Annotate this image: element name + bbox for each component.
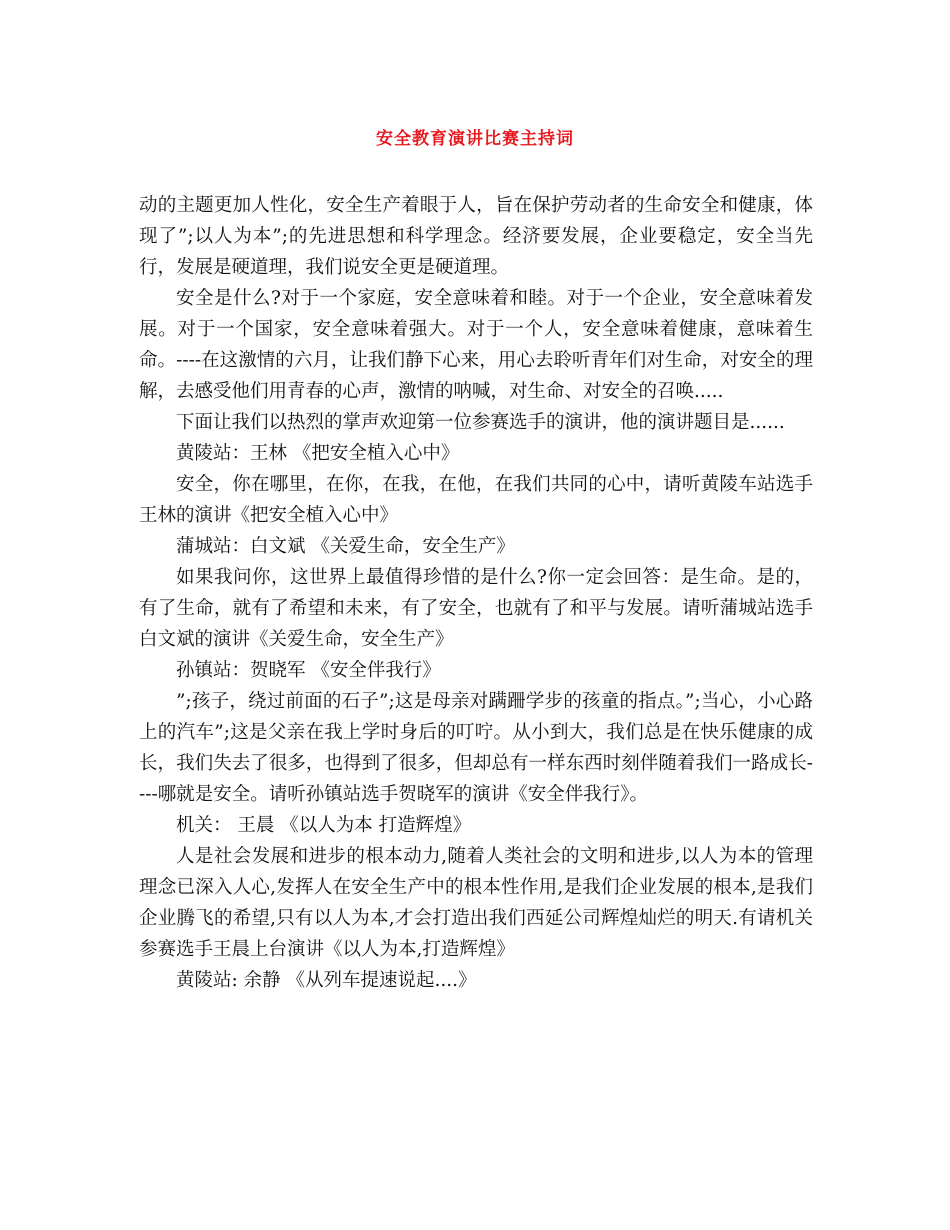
paragraph: 如果我问你，这世界上最值得珍惜的是什么?你一定会回答：是生命。是的，有了生命，就有了希望和未来，有了安全，也就有了和平与发展。请听蒲城站选手白文斌的演讲《关爱生命，安全生产》: [139, 567, 813, 650]
paragraph: 人是社会发展和进步的根本动力,随着人类社会的文明和进步,以人为本的管理理念已深入人心,发挥人在安全生产中的根本性作用,是我们企业发展的根本,是我们企业腾飞的希望,只有以人为本,才会打造出我们西延公司辉煌灿烂的明天.有请机关参赛选手王晨上台演讲《以人为本,打造辉煌》: [139, 846, 813, 960]
contestant-heading: 孙镇站：贺晓军 《安全伴我行》: [176, 660, 441, 681]
paragraph: 动的主题更加人性化，安全生产着眼于人，旨在保护劳动者的生命安全和健康，体现了”;以人为本”;的先进思想和科学理念。经济要发展，企业要稳定，安全当先行，发展是硬道理，我们说安全更是硬道理。: [139, 195, 813, 278]
contestant-heading: 黄陵站：王林 《把安全植入心中》: [176, 443, 460, 464]
document-title: 安全教育演讲比赛主持词: [376, 129, 574, 149]
contestant-heading: 机关： 王晨 《以人为本 打造辉煌》: [176, 815, 472, 836]
paragraph: 安全是什么?对于一个家庭，安全意味着和睦。对于一个企业，安全意味着发展。对于一个国家，安全意味着强大。对于一个人，安全意味着健康，意味着生命。----在这激情的六月，让我们静下心来，用心去聆听青年们对生命，对安全的理解，去感受他们用青春的心声，激情的呐喊，对生命、对安全的召唤.....: [139, 288, 813, 402]
contestant-heading: 蒲城站：白文斌 《关爱生命，安全生产》: [176, 536, 515, 557]
paragraph: ”;孩子，绕过前面的石子”;这是母亲对蹒跚学步的孩童的指点。”;当心，小心路上的汽车”;这是父亲在我上学时身后的叮咛。从小到大，我们总是在快乐健康的成长，我们失去了很多，也得到了很多，但却总有一样东西时刻伴随着我们一路成长----哪就是安全。请听孙镇站选手贺晓军的演讲《安全伴我行》。: [139, 691, 813, 805]
contestant-heading: 黄陵站: 余静 《从列车提速说起....》: [176, 970, 477, 991]
paragraph: 下面让我们以热烈的掌声欢迎第一位参赛选手的演讲，他的演讲题目是......: [176, 412, 785, 433]
paragraph: 安全，你在哪里，在你，在我，在他，在我们共同的心中，请听黄陵车站选手王林的演讲《把安全植入心中》: [139, 474, 813, 526]
document-body: [139, 190, 813, 996]
